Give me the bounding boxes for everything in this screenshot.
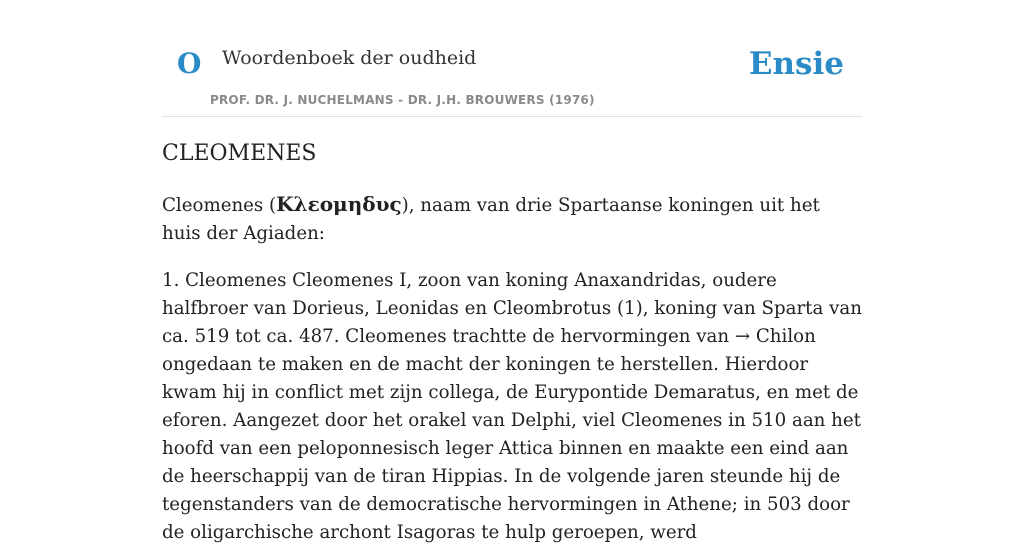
entry-item-1 bbox=[162, 267, 862, 547]
entry-content bbox=[162, 138, 862, 547]
greek-name: Κλεομηδυς bbox=[276, 192, 402, 216]
entry-title: CLEOMENES bbox=[162, 141, 317, 166]
item-1-text-before: 1. Cleomenes Cleomenes I, zoon van koning Anaxandridas, oudere halfbroer van Dorieus, Leonidas en Cleombrotus (1), koning van Sparta van ca. 519 tot ca. 487. Cleomenes trachtte de hervormingen van bbox=[162, 270, 862, 347]
book-authors: PROF. DR. J. NUCHELMANS - DR. J.H. BROUWERS (1976) bbox=[210, 93, 595, 107]
chilon-link[interactable]: Chilon bbox=[755, 326, 816, 347]
entry-intro bbox=[162, 190, 862, 248]
intro-text-before: Cleomenes ( bbox=[162, 195, 277, 216]
link-arrow-icon: → bbox=[734, 326, 751, 347]
ensie-logo[interactable]: Ensie bbox=[748, 46, 844, 82]
index-letter[interactable]: O bbox=[177, 47, 202, 80]
item-1-text-after: ongedaan te maken en de macht der koningen te herstellen. Hierdoor kwam hij in conflict met zijn collega, de Eurypontide Demaratus, en met de eforen. Aangezet door het orakel van Delphi, viel Cleomenes in 510 aan het hoofd van een peloponnesisch leger Attica binnen en maakte een eind aan de heerschappij van de tiran Hippias. In de volgende jaren steunde hij de tegenstanders van de democratische hervormingen in Athene; in 503 door de oligarchische archont Isagoras te hulp geroepen, werd bbox=[162, 354, 861, 543]
book-header bbox=[162, 0, 862, 117]
intro-text-after: ), naam van drie Spartaanse koningen uit het huis der Agiaden: bbox=[162, 195, 820, 244]
book-title[interactable]: Woordenboek der oudheid bbox=[222, 47, 477, 69]
